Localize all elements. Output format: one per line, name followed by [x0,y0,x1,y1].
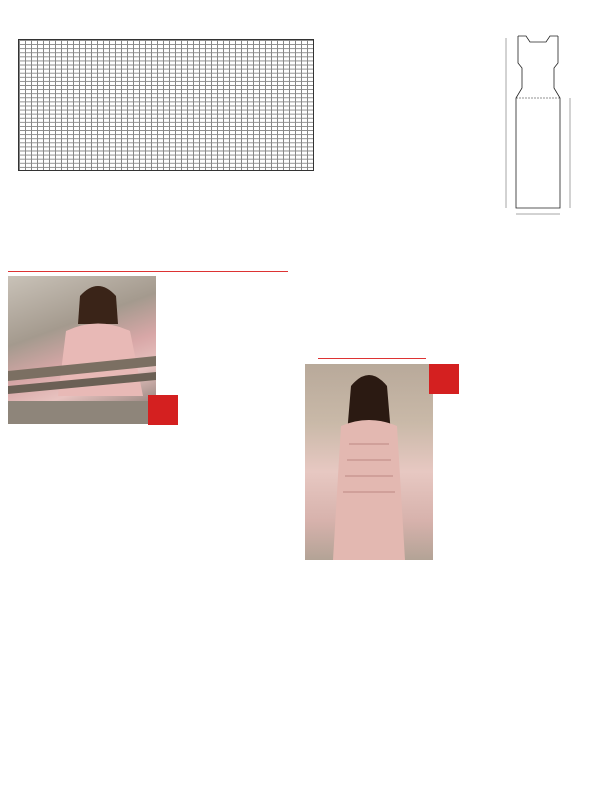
pullover-photo [8,276,156,424]
article2-rule [318,358,426,359]
top-photo [305,364,433,560]
article2-col2 [450,364,588,762]
row-numbers [316,39,330,171]
knitting-chart [18,39,314,171]
article1-col3 [305,258,443,328]
article1-col4 [450,258,588,320]
article1-col1 [8,428,155,758]
garment-diagram [488,28,588,218]
article1-col2 [162,258,300,758]
article2-col1 [305,565,443,765]
